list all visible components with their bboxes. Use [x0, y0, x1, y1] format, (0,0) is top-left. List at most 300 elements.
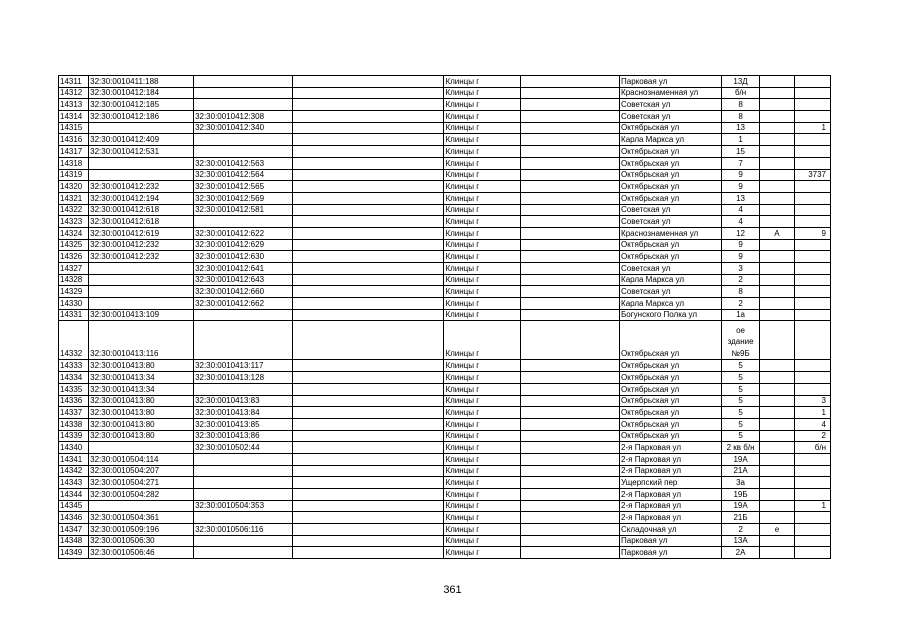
apartment-cell: 2 [794, 430, 830, 442]
parent-cadastral-number-cell [194, 216, 293, 228]
house-number-cell: 5 [721, 418, 759, 430]
district-cell [521, 383, 620, 395]
city-cell: Клинцы г [444, 134, 521, 146]
district-cell [521, 181, 620, 193]
street-cell: Ущерпский пер [620, 477, 722, 489]
street-cell: 2-я Парковая ул [620, 465, 722, 477]
extra-info-cell [292, 321, 444, 360]
cadastral-number-cell: 32:30:0010412:185 [89, 99, 194, 111]
table-row [59, 122, 831, 134]
parent-cadastral-number-cell [194, 99, 293, 111]
city-cell: Клинцы г [444, 309, 521, 321]
house-number-cell: 1а [721, 309, 759, 321]
building-letter-cell [760, 87, 794, 99]
row-number-cell: 14332 [59, 321, 89, 360]
cadastral-number-cell: 32:30:0010411:188 [89, 76, 194, 88]
table-row [59, 76, 831, 88]
cadastral-number-cell: 32:30:0010412:409 [89, 134, 194, 146]
row-number-cell: 14349 [59, 547, 89, 559]
parent-cadastral-number-cell: 32:30:0010502:44 [194, 442, 293, 454]
district-cell [521, 111, 620, 123]
cadastral-number-cell: 32:30:0010412:232 [89, 239, 194, 251]
street-cell: Богунского Полка ул [620, 309, 722, 321]
table-row [59, 500, 831, 512]
apartment-cell: 3 [794, 395, 830, 407]
building-letter-cell [760, 512, 794, 524]
row-number-cell: 14333 [59, 360, 89, 372]
row-number-cell: 14319 [59, 169, 89, 181]
house-number-cell: 3а [721, 477, 759, 489]
house-number-cell: 19Б [721, 489, 759, 501]
table-row [59, 418, 831, 430]
house-number-cell: 5 [721, 430, 759, 442]
street-cell: 2-я Парковая ул [620, 489, 722, 501]
district-cell [521, 407, 620, 419]
house-number-cell: 2 [721, 524, 759, 536]
cadastral-number-cell: 32:30:0010504:271 [89, 477, 194, 489]
extra-info-cell [292, 512, 444, 524]
district-cell [521, 512, 620, 524]
city-cell: Клинцы г [444, 418, 521, 430]
extra-info-cell [292, 418, 444, 430]
parent-cadastral-number-cell [194, 465, 293, 477]
city-cell: Клинцы г [444, 122, 521, 134]
building-letter-cell [760, 192, 794, 204]
parent-cadastral-number-cell [194, 321, 293, 360]
street-cell: Октябрьская ул [620, 192, 722, 204]
building-letter-cell [760, 157, 794, 169]
building-letter-cell [760, 453, 794, 465]
district-cell [521, 298, 620, 310]
table-row [59, 157, 831, 169]
cadastral-number-cell: 32:30:0010412:531 [89, 146, 194, 158]
parent-cadastral-number-cell: 32:30:0010413:83 [194, 395, 293, 407]
parent-cadastral-number-cell: 32:30:0010412:643 [194, 274, 293, 286]
house-number-cell: 9 [721, 239, 759, 251]
extra-info-cell [292, 309, 444, 321]
parent-cadastral-number-cell: 32:30:0010504:353 [194, 500, 293, 512]
city-cell: Клинцы г [444, 192, 521, 204]
row-number-cell: 14339 [59, 430, 89, 442]
district-cell [521, 216, 620, 228]
extra-info-cell [292, 274, 444, 286]
extra-info-cell [292, 547, 444, 559]
row-number-cell: 14313 [59, 99, 89, 111]
building-letter-cell [760, 309, 794, 321]
cadastral-number-cell: 32:30:0010413:34 [89, 383, 194, 395]
row-number-cell: 14335 [59, 383, 89, 395]
street-cell: 2-я Парковая ул [620, 442, 722, 454]
building-letter-cell [760, 251, 794, 263]
house-number-cell: ое здание №9Б [721, 321, 759, 360]
row-number-cell: 14328 [59, 274, 89, 286]
cadastral-number-cell: 32:30:0010412:184 [89, 87, 194, 99]
house-number-cell: 8 [721, 111, 759, 123]
house-number-cell: 7 [721, 157, 759, 169]
house-number-cell: 9 [721, 169, 759, 181]
city-cell: Клинцы г [444, 500, 521, 512]
district-cell [521, 87, 620, 99]
house-number-cell: 13 [721, 192, 759, 204]
apartment-cell [794, 239, 830, 251]
city-cell: Клинцы г [444, 99, 521, 111]
district-cell [521, 263, 620, 275]
extra-info-cell [292, 286, 444, 298]
city-cell: Клинцы г [444, 251, 521, 263]
house-number-cell: 4 [721, 216, 759, 228]
table-row [59, 251, 831, 263]
street-cell: Карла Маркса ул [620, 298, 722, 310]
table-row [59, 383, 831, 395]
table-row [59, 181, 831, 193]
extra-info-cell [292, 535, 444, 547]
parent-cadastral-number-cell: 32:30:0010412:622 [194, 227, 293, 239]
cadastral-number-cell: 32:30:0010413:80 [89, 360, 194, 372]
extra-info-cell [292, 383, 444, 395]
table-row [59, 524, 831, 536]
table-row [59, 512, 831, 524]
extra-info-cell [292, 442, 444, 454]
building-letter-cell [760, 298, 794, 310]
parent-cadastral-number-cell: 32:30:0010412:630 [194, 251, 293, 263]
row-number-cell: 14337 [59, 407, 89, 419]
building-letter-cell [760, 407, 794, 419]
cadastral-number-cell [89, 157, 194, 169]
building-letter-cell [760, 204, 794, 216]
row-number-cell: 14326 [59, 251, 89, 263]
row-number-cell: 14347 [59, 524, 89, 536]
building-letter-cell [760, 547, 794, 559]
district-cell [521, 418, 620, 430]
extra-info-cell [292, 453, 444, 465]
cadastral-number-cell: 32:30:0010413:80 [89, 418, 194, 430]
table-row [59, 227, 831, 239]
extra-info-cell [292, 407, 444, 419]
building-letter-cell [760, 76, 794, 88]
row-number-cell: 14342 [59, 465, 89, 477]
building-letter-cell [760, 430, 794, 442]
extra-info-cell [292, 169, 444, 181]
cadastral-number-cell: 32:30:0010504:361 [89, 512, 194, 524]
cadastral-number-cell: 32:30:0010412:232 [89, 251, 194, 263]
apartment-cell [794, 181, 830, 193]
city-cell: Клинцы г [444, 263, 521, 275]
city-cell: Клинцы г [444, 372, 521, 384]
extra-info-cell [292, 477, 444, 489]
cadastral-number-cell: 32:30:0010412:619 [89, 227, 194, 239]
apartment-cell [794, 477, 830, 489]
apartment-cell [794, 309, 830, 321]
row-number-cell: 14338 [59, 418, 89, 430]
city-cell: Клинцы г [444, 524, 521, 536]
cadastral-number-cell: 32:30:0010509:196 [89, 524, 194, 536]
house-number-cell: 19А [721, 500, 759, 512]
parent-cadastral-number-cell: 32:30:0010412:662 [194, 298, 293, 310]
table-row [59, 111, 831, 123]
cadastral-number-cell: 32:30:0010412:232 [89, 181, 194, 193]
district-cell [521, 395, 620, 407]
city-cell: Клинцы г [444, 430, 521, 442]
extra-info-cell [292, 146, 444, 158]
apartment-cell [794, 274, 830, 286]
building-letter-cell [760, 372, 794, 384]
building-letter-cell [760, 489, 794, 501]
house-number-cell: б/н [721, 87, 759, 99]
apartment-cell [794, 216, 830, 228]
cadastral-number-cell [89, 286, 194, 298]
table-row [59, 360, 831, 372]
city-cell: Клинцы г [444, 157, 521, 169]
apartment-cell: 4 [794, 418, 830, 430]
street-cell: Краснознаменная ул [620, 227, 722, 239]
extra-info-cell [292, 465, 444, 477]
parent-cadastral-number-cell: 32:30:0010412:641 [194, 263, 293, 275]
house-number-cell: 21А [721, 465, 759, 477]
table-row [59, 442, 831, 454]
city-cell: Клинцы г [444, 453, 521, 465]
building-letter-cell [760, 465, 794, 477]
apartment-cell [794, 204, 830, 216]
apartment-cell [794, 251, 830, 263]
table-body [59, 76, 831, 559]
row-number-cell: 14320 [59, 181, 89, 193]
district-cell [521, 157, 620, 169]
street-cell: 2-я Парковая ул [620, 500, 722, 512]
district-cell [521, 239, 620, 251]
city-cell: Клинцы г [444, 87, 521, 99]
cadastral-number-cell: 32:30:0010413:116 [89, 321, 194, 360]
parent-cadastral-number-cell: 32:30:0010413:86 [194, 430, 293, 442]
building-letter-cell [760, 274, 794, 286]
city-cell: Клинцы г [444, 169, 521, 181]
extra-info-cell [292, 298, 444, 310]
table-row [59, 489, 831, 501]
street-cell: 2-я Парковая ул [620, 512, 722, 524]
cadastral-number-cell: 32:30:0010413:109 [89, 309, 194, 321]
row-number-cell: 14336 [59, 395, 89, 407]
apartment-cell [794, 192, 830, 204]
house-number-cell: 4 [721, 204, 759, 216]
parent-cadastral-number-cell [194, 453, 293, 465]
building-letter-cell [760, 146, 794, 158]
row-number-cell: 14315 [59, 122, 89, 134]
city-cell: Клинцы г [444, 298, 521, 310]
cadastral-number-cell: 32:30:0010504:114 [89, 453, 194, 465]
table-row [59, 535, 831, 547]
extra-info-cell [292, 227, 444, 239]
building-letter-cell: А [760, 227, 794, 239]
district-cell [521, 321, 620, 360]
building-letter-cell [760, 383, 794, 395]
table-row [59, 465, 831, 477]
table-row [59, 453, 831, 465]
parent-cadastral-number-cell [194, 489, 293, 501]
cadastral-number-cell: 32:30:0010504:207 [89, 465, 194, 477]
apartment-cell [794, 383, 830, 395]
row-number-cell: 14345 [59, 500, 89, 512]
district-cell [521, 489, 620, 501]
building-letter-cell [760, 286, 794, 298]
row-number-cell: 14327 [59, 263, 89, 275]
table-row [59, 547, 831, 559]
building-letter-cell [760, 134, 794, 146]
district-cell [521, 274, 620, 286]
district-cell [521, 547, 620, 559]
parent-cadastral-number-cell: 32:30:0010413:128 [194, 372, 293, 384]
district-cell [521, 286, 620, 298]
city-cell: Клинцы г [444, 547, 521, 559]
street-cell: Советская ул [620, 286, 722, 298]
extra-info-cell [292, 216, 444, 228]
apartment-cell [794, 465, 830, 477]
extra-info-cell [292, 87, 444, 99]
parent-cadastral-number-cell [194, 146, 293, 158]
street-cell: Октябрьская ул [620, 122, 722, 134]
table-row [59, 263, 831, 275]
street-cell: Советская ул [620, 111, 722, 123]
city-cell: Клинцы г [444, 239, 521, 251]
row-number-cell: 14330 [59, 298, 89, 310]
extra-info-cell [292, 251, 444, 263]
row-number-cell: 14344 [59, 489, 89, 501]
building-letter-cell [760, 360, 794, 372]
cadastral-number-cell: 32:30:0010504:282 [89, 489, 194, 501]
table-row [59, 239, 831, 251]
house-number-cell: 12 [721, 227, 759, 239]
house-number-cell: 2 [721, 298, 759, 310]
building-letter-cell [760, 395, 794, 407]
house-number-cell: 2А [721, 547, 759, 559]
house-number-cell: 9 [721, 251, 759, 263]
city-cell: Клинцы г [444, 407, 521, 419]
parent-cadastral-number-cell: 32:30:0010412:660 [194, 286, 293, 298]
city-cell: Клинцы г [444, 360, 521, 372]
row-number-cell: 14343 [59, 477, 89, 489]
district-cell [521, 360, 620, 372]
cadastral-number-cell [89, 442, 194, 454]
district-cell [521, 204, 620, 216]
city-cell: Клинцы г [444, 181, 521, 193]
house-number-cell: 5 [721, 372, 759, 384]
apartment-cell: б/н [794, 442, 830, 454]
building-letter-cell [760, 169, 794, 181]
house-number-cell: 2 [721, 274, 759, 286]
table-row [59, 192, 831, 204]
row-number-cell: 14341 [59, 453, 89, 465]
table-row [59, 99, 831, 111]
cadastral-number-cell: 32:30:0010413:80 [89, 430, 194, 442]
parent-cadastral-number-cell [194, 87, 293, 99]
table-row [59, 372, 831, 384]
row-number-cell: 14311 [59, 76, 89, 88]
parent-cadastral-number-cell: 32:30:0010413:85 [194, 418, 293, 430]
city-cell: Клинцы г [444, 395, 521, 407]
building-letter-cell [760, 239, 794, 251]
parent-cadastral-number-cell: 32:30:0010506:116 [194, 524, 293, 536]
apartment-cell [794, 360, 830, 372]
house-number-cell: 5 [721, 395, 759, 407]
apartment-cell [794, 157, 830, 169]
table-row [59, 87, 831, 99]
apartment-cell: 3737 [794, 169, 830, 181]
house-number-cell: 19А [721, 453, 759, 465]
cadastral-number-cell [89, 263, 194, 275]
extra-info-cell [292, 524, 444, 536]
table-row [59, 286, 831, 298]
apartment-cell [794, 372, 830, 384]
street-cell: Парковая ул [620, 76, 722, 88]
district-cell [521, 99, 620, 111]
street-cell: Октябрьская ул [620, 169, 722, 181]
district-cell [521, 524, 620, 536]
row-number-cell: 14316 [59, 134, 89, 146]
district-cell [521, 76, 620, 88]
street-cell: Октябрьская ул [620, 395, 722, 407]
extra-info-cell [292, 489, 444, 501]
extra-info-cell [292, 192, 444, 204]
parent-cadastral-number-cell: 32:30:0010412:581 [194, 204, 293, 216]
parent-cadastral-number-cell: 32:30:0010412:565 [194, 181, 293, 193]
cadastral-number-cell: 32:30:0010412:186 [89, 111, 194, 123]
street-cell: Октябрьская ул [620, 360, 722, 372]
street-cell: Октябрьская ул [620, 430, 722, 442]
house-number-cell: 13 [721, 122, 759, 134]
row-number-cell: 14321 [59, 192, 89, 204]
city-cell: Клинцы г [444, 465, 521, 477]
house-number-cell: 1 [721, 134, 759, 146]
street-cell: Октябрьская ул [620, 157, 722, 169]
apartment-cell: 1 [794, 407, 830, 419]
street-cell: Парковая ул [620, 547, 722, 559]
street-cell: Советская ул [620, 263, 722, 275]
house-number-cell: 8 [721, 286, 759, 298]
district-cell [521, 146, 620, 158]
extra-info-cell [292, 157, 444, 169]
row-number-cell: 14340 [59, 442, 89, 454]
page-number: 361 [443, 584, 462, 596]
apartment-cell [794, 99, 830, 111]
parent-cadastral-number-cell [194, 512, 293, 524]
building-letter-cell [760, 216, 794, 228]
city-cell: Клинцы г [444, 442, 521, 454]
house-number-cell: 13А [721, 535, 759, 547]
building-letter-cell [760, 442, 794, 454]
parent-cadastral-number-cell: 32:30:0010412:569 [194, 192, 293, 204]
building-letter-cell [760, 535, 794, 547]
apartment-cell [794, 263, 830, 275]
extra-info-cell [292, 430, 444, 442]
house-number-cell: 21Б [721, 512, 759, 524]
district-cell [521, 309, 620, 321]
cadastral-number-cell [89, 122, 194, 134]
apartment-cell [794, 547, 830, 559]
cadastral-number-cell: 32:30:0010412:618 [89, 216, 194, 228]
street-cell: 2-я Парковая ул [620, 453, 722, 465]
city-cell: Клинцы г [444, 512, 521, 524]
building-letter-cell [760, 418, 794, 430]
building-letter-cell [760, 263, 794, 275]
street-cell: Октябрьская ул [620, 181, 722, 193]
apartment-cell [794, 87, 830, 99]
cadastral-register-table [58, 75, 831, 559]
apartment-cell [794, 134, 830, 146]
parent-cadastral-number-cell: 32:30:0010413:84 [194, 407, 293, 419]
city-cell: Клинцы г [444, 383, 521, 395]
table-row [59, 169, 831, 181]
parent-cadastral-number-cell: 32:30:0010412:308 [194, 111, 293, 123]
building-letter-cell [760, 321, 794, 360]
city-cell: Клинцы г [444, 227, 521, 239]
